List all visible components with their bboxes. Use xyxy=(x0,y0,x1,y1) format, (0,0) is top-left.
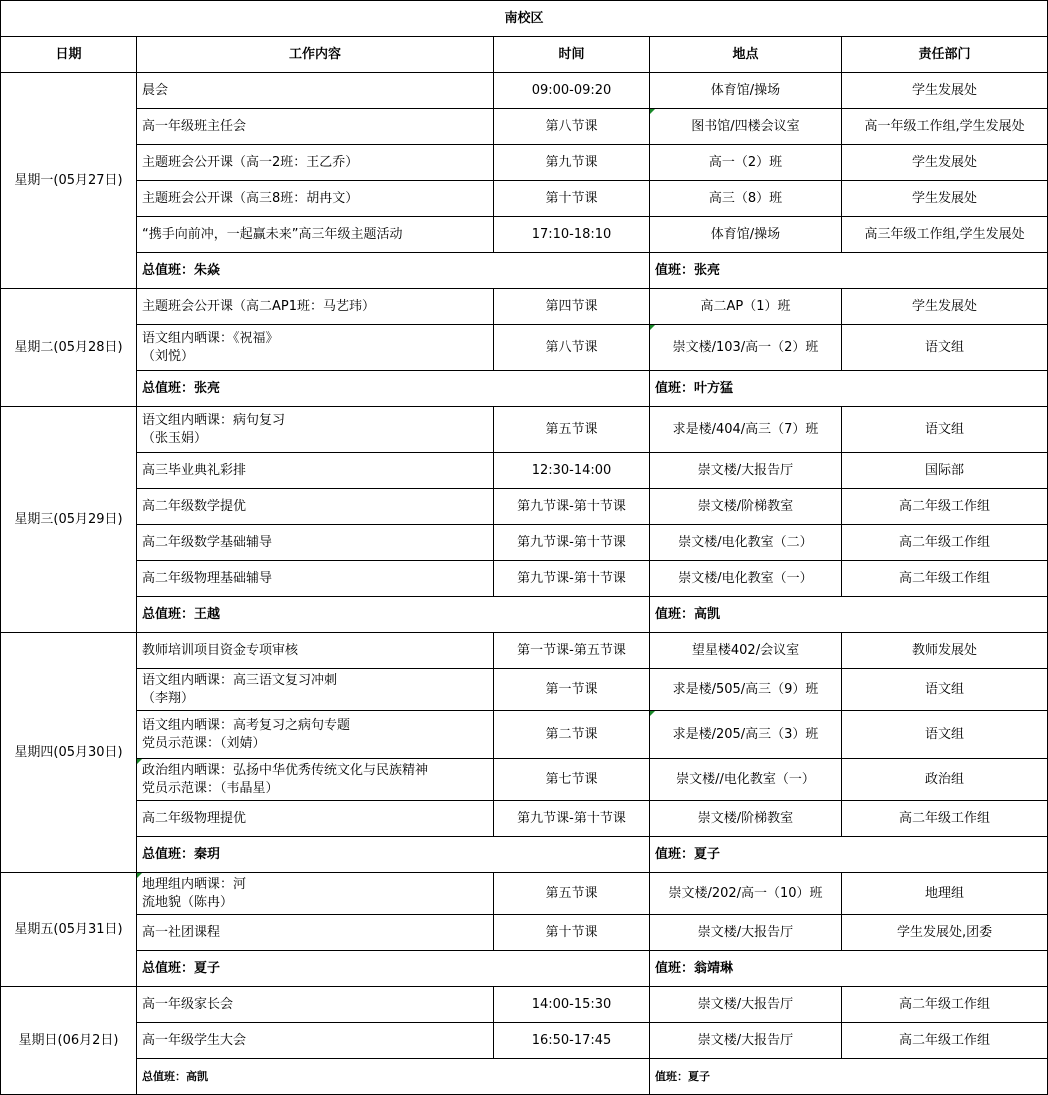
dept-cell: 高二年级工作组 xyxy=(842,489,1048,525)
time-cell: 第七节课 xyxy=(494,759,650,801)
place-cell: 高三（8）班 xyxy=(650,181,842,217)
place-cell: 崇文楼//电化教室（一） xyxy=(650,759,842,801)
place-cell: 体育馆/操场 xyxy=(650,217,842,253)
duty-row xyxy=(1,837,1048,873)
work-content: 主题班会公开课（高二AP1班：马艺玮） xyxy=(137,289,494,325)
place-cell: 崇文楼/阶梯教室 xyxy=(650,489,842,525)
work-content: 语文组内晒课：《祝福》 （刘悦） xyxy=(137,325,494,371)
dept-cell: 学生发展处 xyxy=(842,289,1048,325)
header-row xyxy=(1,37,1048,73)
duty-row xyxy=(1,253,1048,289)
table-row xyxy=(1,325,1048,371)
place-cell: 求是楼/505/高三（9）班 xyxy=(650,669,842,711)
duty: 值班：夏子 xyxy=(650,1059,1048,1095)
place-cell: 崇文楼/电化教室（二） xyxy=(650,525,842,561)
work-content: 高三毕业典礼彩排 xyxy=(137,453,494,489)
work-content: “携手向前冲，一起赢未来”高三年级主题活动 xyxy=(137,217,494,253)
dept-cell: 高二年级工作组 xyxy=(842,1023,1048,1059)
work-content: 主题班会公开课（高三8班：胡冉文） xyxy=(137,181,494,217)
table-row xyxy=(1,525,1048,561)
table-row xyxy=(1,73,1048,109)
work-content: 晨会 xyxy=(137,73,494,109)
campus-title: 南校区 xyxy=(1,1,1048,37)
dept-cell: 国际部 xyxy=(842,453,1048,489)
time-cell: 第九节课-第十节课 xyxy=(494,525,650,561)
time-cell: 第一节课-第五节课 xyxy=(494,633,650,669)
table-row xyxy=(1,1023,1048,1059)
table-row xyxy=(1,217,1048,253)
dept-cell: 语文组 xyxy=(842,407,1048,453)
duty-row xyxy=(1,951,1048,987)
table-row xyxy=(1,711,1048,759)
time-cell: 第八节课 xyxy=(494,109,650,145)
place-cell: 崇文楼/大报告厅 xyxy=(650,1023,842,1059)
work-content: 高二年级数学基础辅导 xyxy=(137,525,494,561)
dept-cell: 学生发展处,团委 xyxy=(842,915,1048,951)
time-cell: 17:10-18:10 xyxy=(494,217,650,253)
time-cell: 第五节课 xyxy=(494,407,650,453)
time-cell: 第四节课 xyxy=(494,289,650,325)
time-cell: 16:50-17:45 xyxy=(494,1023,650,1059)
place-cell: 崇文楼/阶梯教室 xyxy=(650,801,842,837)
general-duty: 总值班：秦玥 xyxy=(137,837,650,873)
time-cell: 第十节课 xyxy=(494,915,650,951)
table-row xyxy=(1,407,1048,453)
table-row xyxy=(1,801,1048,837)
duty-row xyxy=(1,1059,1048,1095)
time-cell: 第九节课 xyxy=(494,145,650,181)
dept-cell: 高二年级工作组 xyxy=(842,561,1048,597)
work-content: 高一年级学生大会 xyxy=(137,1023,494,1059)
place-cell: 高一（2）班 xyxy=(650,145,842,181)
day-cell: 星期二(05月28日) xyxy=(1,289,137,407)
place-cell: 求是楼/404/高三（7）班 xyxy=(650,407,842,453)
table-row xyxy=(1,633,1048,669)
day-cell: 星期四(05月30日) xyxy=(1,633,137,873)
time-cell: 第八节课 xyxy=(494,325,650,371)
time-cell: 第一节课 xyxy=(494,669,650,711)
table-row xyxy=(1,145,1048,181)
table-row xyxy=(1,873,1048,915)
time-cell: 09:00-09:20 xyxy=(494,73,650,109)
day-cell: 星期五(05月31日) xyxy=(1,873,137,987)
dept-cell: 高二年级工作组 xyxy=(842,987,1048,1023)
general-duty: 总值班：王越 xyxy=(137,597,650,633)
duty: 值班：翁靖琳 xyxy=(650,951,1048,987)
general-duty: 总值班：高凯 xyxy=(137,1059,650,1095)
table-row xyxy=(1,915,1048,951)
header-time: 时间 xyxy=(494,37,650,73)
time-cell: 12:30-14:00 xyxy=(494,453,650,489)
work-content: 地理组内晒课：河 流地貌（陈冉） xyxy=(137,873,494,915)
dept-cell: 地理组 xyxy=(842,873,1048,915)
work-content: 高二年级物理基础辅导 xyxy=(137,561,494,597)
duty: 值班：张亮 xyxy=(650,253,1048,289)
time-cell: 第五节课 xyxy=(494,873,650,915)
place-cell: 崇文楼/大报告厅 xyxy=(650,987,842,1023)
day-cell: 星期日(06月2日) xyxy=(1,987,137,1095)
place-cell: 崇文楼/103/高一（2）班 xyxy=(650,325,842,371)
header-place: 地点 xyxy=(650,37,842,73)
general-duty: 总值班：朱焱 xyxy=(137,253,650,289)
place-cell: 崇文楼/202/高一（10）班 xyxy=(650,873,842,915)
work-content: 政治组内晒课：弘扬中华优秀传统文化与民族精神 党员示范课：（韦晶星） xyxy=(137,759,494,801)
header-content: 工作内容 xyxy=(137,37,494,73)
time-cell: 第二节课 xyxy=(494,711,650,759)
time-cell: 第九节课-第十节课 xyxy=(494,489,650,525)
dept-cell: 学生发展处 xyxy=(842,73,1048,109)
place-cell: 求是楼/205/高三（3）班 xyxy=(650,711,842,759)
header-date: 日期 xyxy=(1,37,137,73)
dept-cell: 高二年级工作组 xyxy=(842,525,1048,561)
dept-cell: 语文组 xyxy=(842,711,1048,759)
work-content: 高一年级家长会 xyxy=(137,987,494,1023)
dept-cell: 学生发展处 xyxy=(842,181,1048,217)
table-row xyxy=(1,669,1048,711)
work-content: 语文组内晒课：高三语文复习冲刺 （李翔） xyxy=(137,669,494,711)
work-content: 教师培训项目资金专项审核 xyxy=(137,633,494,669)
day-cell: 星期三(05月29日) xyxy=(1,407,137,633)
campus-row xyxy=(1,1,1048,37)
dept-cell: 语文组 xyxy=(842,325,1048,371)
work-content: 高二年级物理提优 xyxy=(137,801,494,837)
place-cell: 望星楼402/会议室 xyxy=(650,633,842,669)
place-cell: 图书馆/四楼会议室 xyxy=(650,109,842,145)
work-content: 高一社团课程 xyxy=(137,915,494,951)
duty: 值班：叶方猛 xyxy=(650,371,1048,407)
duty: 值班：高凯 xyxy=(650,597,1048,633)
dept-cell: 学生发展处 xyxy=(842,145,1048,181)
table-row xyxy=(1,453,1048,489)
time-cell: 14:00-15:30 xyxy=(494,987,650,1023)
place-cell: 体育馆/操场 xyxy=(650,73,842,109)
place-cell: 崇文楼/大报告厅 xyxy=(650,915,842,951)
dept-cell: 高一年级工作组,学生发展处 xyxy=(842,109,1048,145)
duty-row xyxy=(1,597,1048,633)
table-row xyxy=(1,181,1048,217)
duty: 值班：夏子 xyxy=(650,837,1048,873)
time-cell: 第九节课-第十节课 xyxy=(494,801,650,837)
dept-cell: 政治组 xyxy=(842,759,1048,801)
general-duty: 总值班：张亮 xyxy=(137,371,650,407)
table-row xyxy=(1,109,1048,145)
work-content: 语文组内晒课：高考复习之病句专题 党员示范课：（刘婧） xyxy=(137,711,494,759)
place-cell: 崇文楼/电化教室（一） xyxy=(650,561,842,597)
table-row xyxy=(1,561,1048,597)
work-content: 语文组内晒课：病句复习 （张玉娟） xyxy=(137,407,494,453)
table-row xyxy=(1,489,1048,525)
general-duty: 总值班：夏子 xyxy=(137,951,650,987)
work-content: 高一年级班主任会 xyxy=(137,109,494,145)
day-cell: 星期一(05月27日) xyxy=(1,73,137,289)
table-row xyxy=(1,759,1048,801)
dept-cell: 高三年级工作组,学生发展处 xyxy=(842,217,1048,253)
dept-cell: 高二年级工作组 xyxy=(842,801,1048,837)
work-content: 高二年级数学提优 xyxy=(137,489,494,525)
header-dept: 责任部门 xyxy=(842,37,1048,73)
dept-cell: 教师发展处 xyxy=(842,633,1048,669)
duty-row xyxy=(1,371,1048,407)
place-cell: 高二AP（1）班 xyxy=(650,289,842,325)
work-content: 主题班会公开课（高一2班：王乙乔） xyxy=(137,145,494,181)
table-row xyxy=(1,289,1048,325)
table-row xyxy=(1,987,1048,1023)
time-cell: 第十节课 xyxy=(494,181,650,217)
place-cell: 崇文楼/大报告厅 xyxy=(650,453,842,489)
dept-cell: 语文组 xyxy=(842,669,1048,711)
time-cell: 第九节课-第十节课 xyxy=(494,561,650,597)
